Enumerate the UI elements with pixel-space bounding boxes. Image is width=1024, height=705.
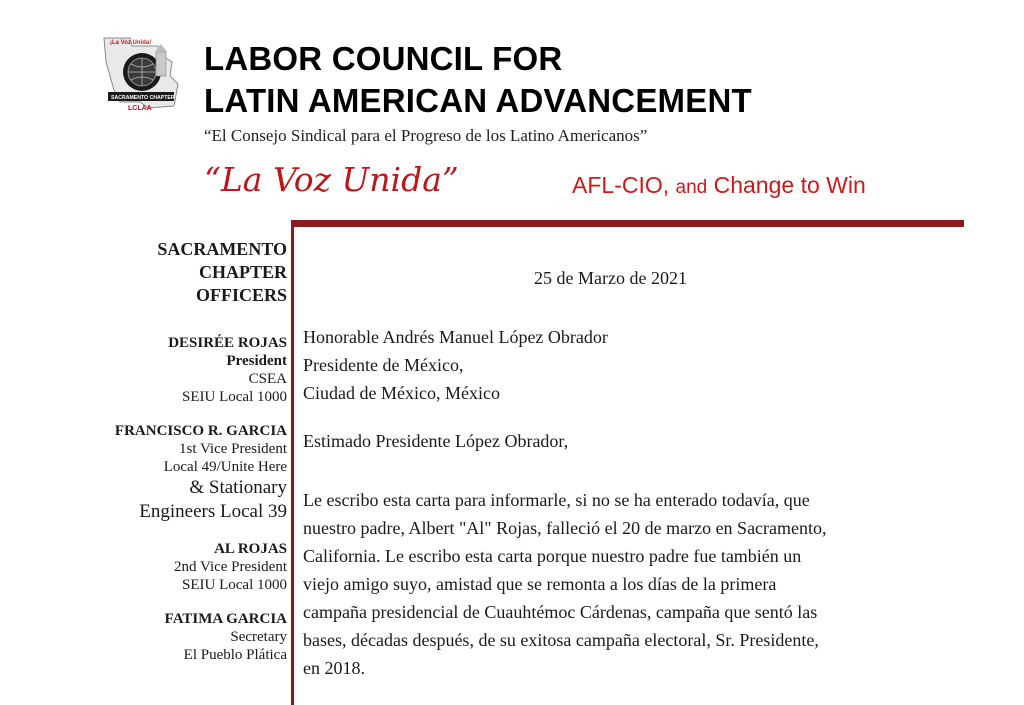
officer-affiliation: SEIU Local 1000 xyxy=(182,577,287,593)
affil-and: and xyxy=(675,177,708,198)
officer-second-vice-president xyxy=(0,540,287,594)
body-line: nuestro padre, Albert "Al" Rojas, falleció el 20 de marzo en Sacramento, xyxy=(303,518,827,538)
officer-title: Secretary xyxy=(230,629,287,645)
recipient-address xyxy=(303,323,608,407)
letter-body xyxy=(303,486,993,682)
officer-affiliation: SEIU Local 1000 xyxy=(182,389,287,405)
officer-affiliation: & Stationary xyxy=(189,477,287,498)
officer-name: AL ROJAS xyxy=(214,541,287,557)
recipient-city: Ciudad de México, México xyxy=(303,383,500,403)
officer-affiliation: Engineers Local 39 xyxy=(139,501,287,522)
organization-subtitle: “El Consejo Sindical para el Progreso de los Latino Americanos” xyxy=(204,126,648,145)
affil-part-1: AFL-CIO, xyxy=(572,172,670,198)
body-line: Le escribo esta carta para informarle, si no se ha enterado todavía, que xyxy=(303,490,810,510)
officer-affiliation: El Pueblo Plática xyxy=(183,647,287,663)
officer-title: 2nd Vice President xyxy=(174,559,287,575)
lclaa-logo xyxy=(100,32,182,114)
body-line: viejo amigo suyo, amistad que se remonta a los días de la primera xyxy=(303,574,777,594)
officers-heading: SACRAMENTO CHAPTER OFFICERS xyxy=(157,239,287,305)
officers-sidebar xyxy=(0,238,287,664)
officer-first-vice-president xyxy=(0,422,287,524)
header-rule xyxy=(291,220,964,227)
body-line: en 2018. xyxy=(303,658,365,678)
recipient-title: Presidente de México, xyxy=(303,355,464,375)
salutation: Estimado Presidente López Obrador, xyxy=(303,431,569,451)
officer-name: DESIRÉE ROJAS xyxy=(168,335,287,351)
title-line-1: LABOR COUNCIL FOR xyxy=(204,40,563,77)
officer-secretary xyxy=(0,610,287,664)
body-line: campaña presidencial de Cuauhtémoc Cárdenas, campaña que sentó las xyxy=(303,602,818,622)
officer-affiliation: Local 49/Unite Here xyxy=(163,459,287,475)
sidebar-rule xyxy=(291,220,294,705)
recipient-name: Honorable Andrés Manuel López Obrador xyxy=(303,327,608,347)
officer-title: 1st Vice President xyxy=(179,441,287,457)
svg-text:SACRAMENTO CHAPTER: SACRAMENTO CHAPTER xyxy=(111,95,175,101)
officer-title: President xyxy=(226,353,287,369)
affil-part-2: Change to Win xyxy=(713,172,866,198)
letter-date: 25 de Marzo de 2021 xyxy=(534,268,687,288)
officer-affiliation: CSEA xyxy=(248,371,287,387)
svg-text:¡La Voz Unida!: ¡La Voz Unida! xyxy=(110,40,152,46)
title-line-2: LATIN AMERICAN ADVANCEMENT xyxy=(204,82,752,119)
organization-title xyxy=(204,38,752,122)
officer-name: FATIMA GARCIA xyxy=(164,611,287,627)
svg-text:LCLAA: LCLAA xyxy=(128,105,152,112)
affiliations xyxy=(572,172,866,199)
officer-president xyxy=(0,334,287,406)
body-line: California. Le escribo esta carta porque nuestro padre fue también un xyxy=(303,546,802,566)
motto: “La Voz Unida” xyxy=(204,160,459,199)
body-line: bases, décadas después, de su exitosa campaña electoral, Sr. Presidente, xyxy=(303,630,819,650)
officer-name: FRANCISCO R. GARCIA xyxy=(114,423,287,439)
